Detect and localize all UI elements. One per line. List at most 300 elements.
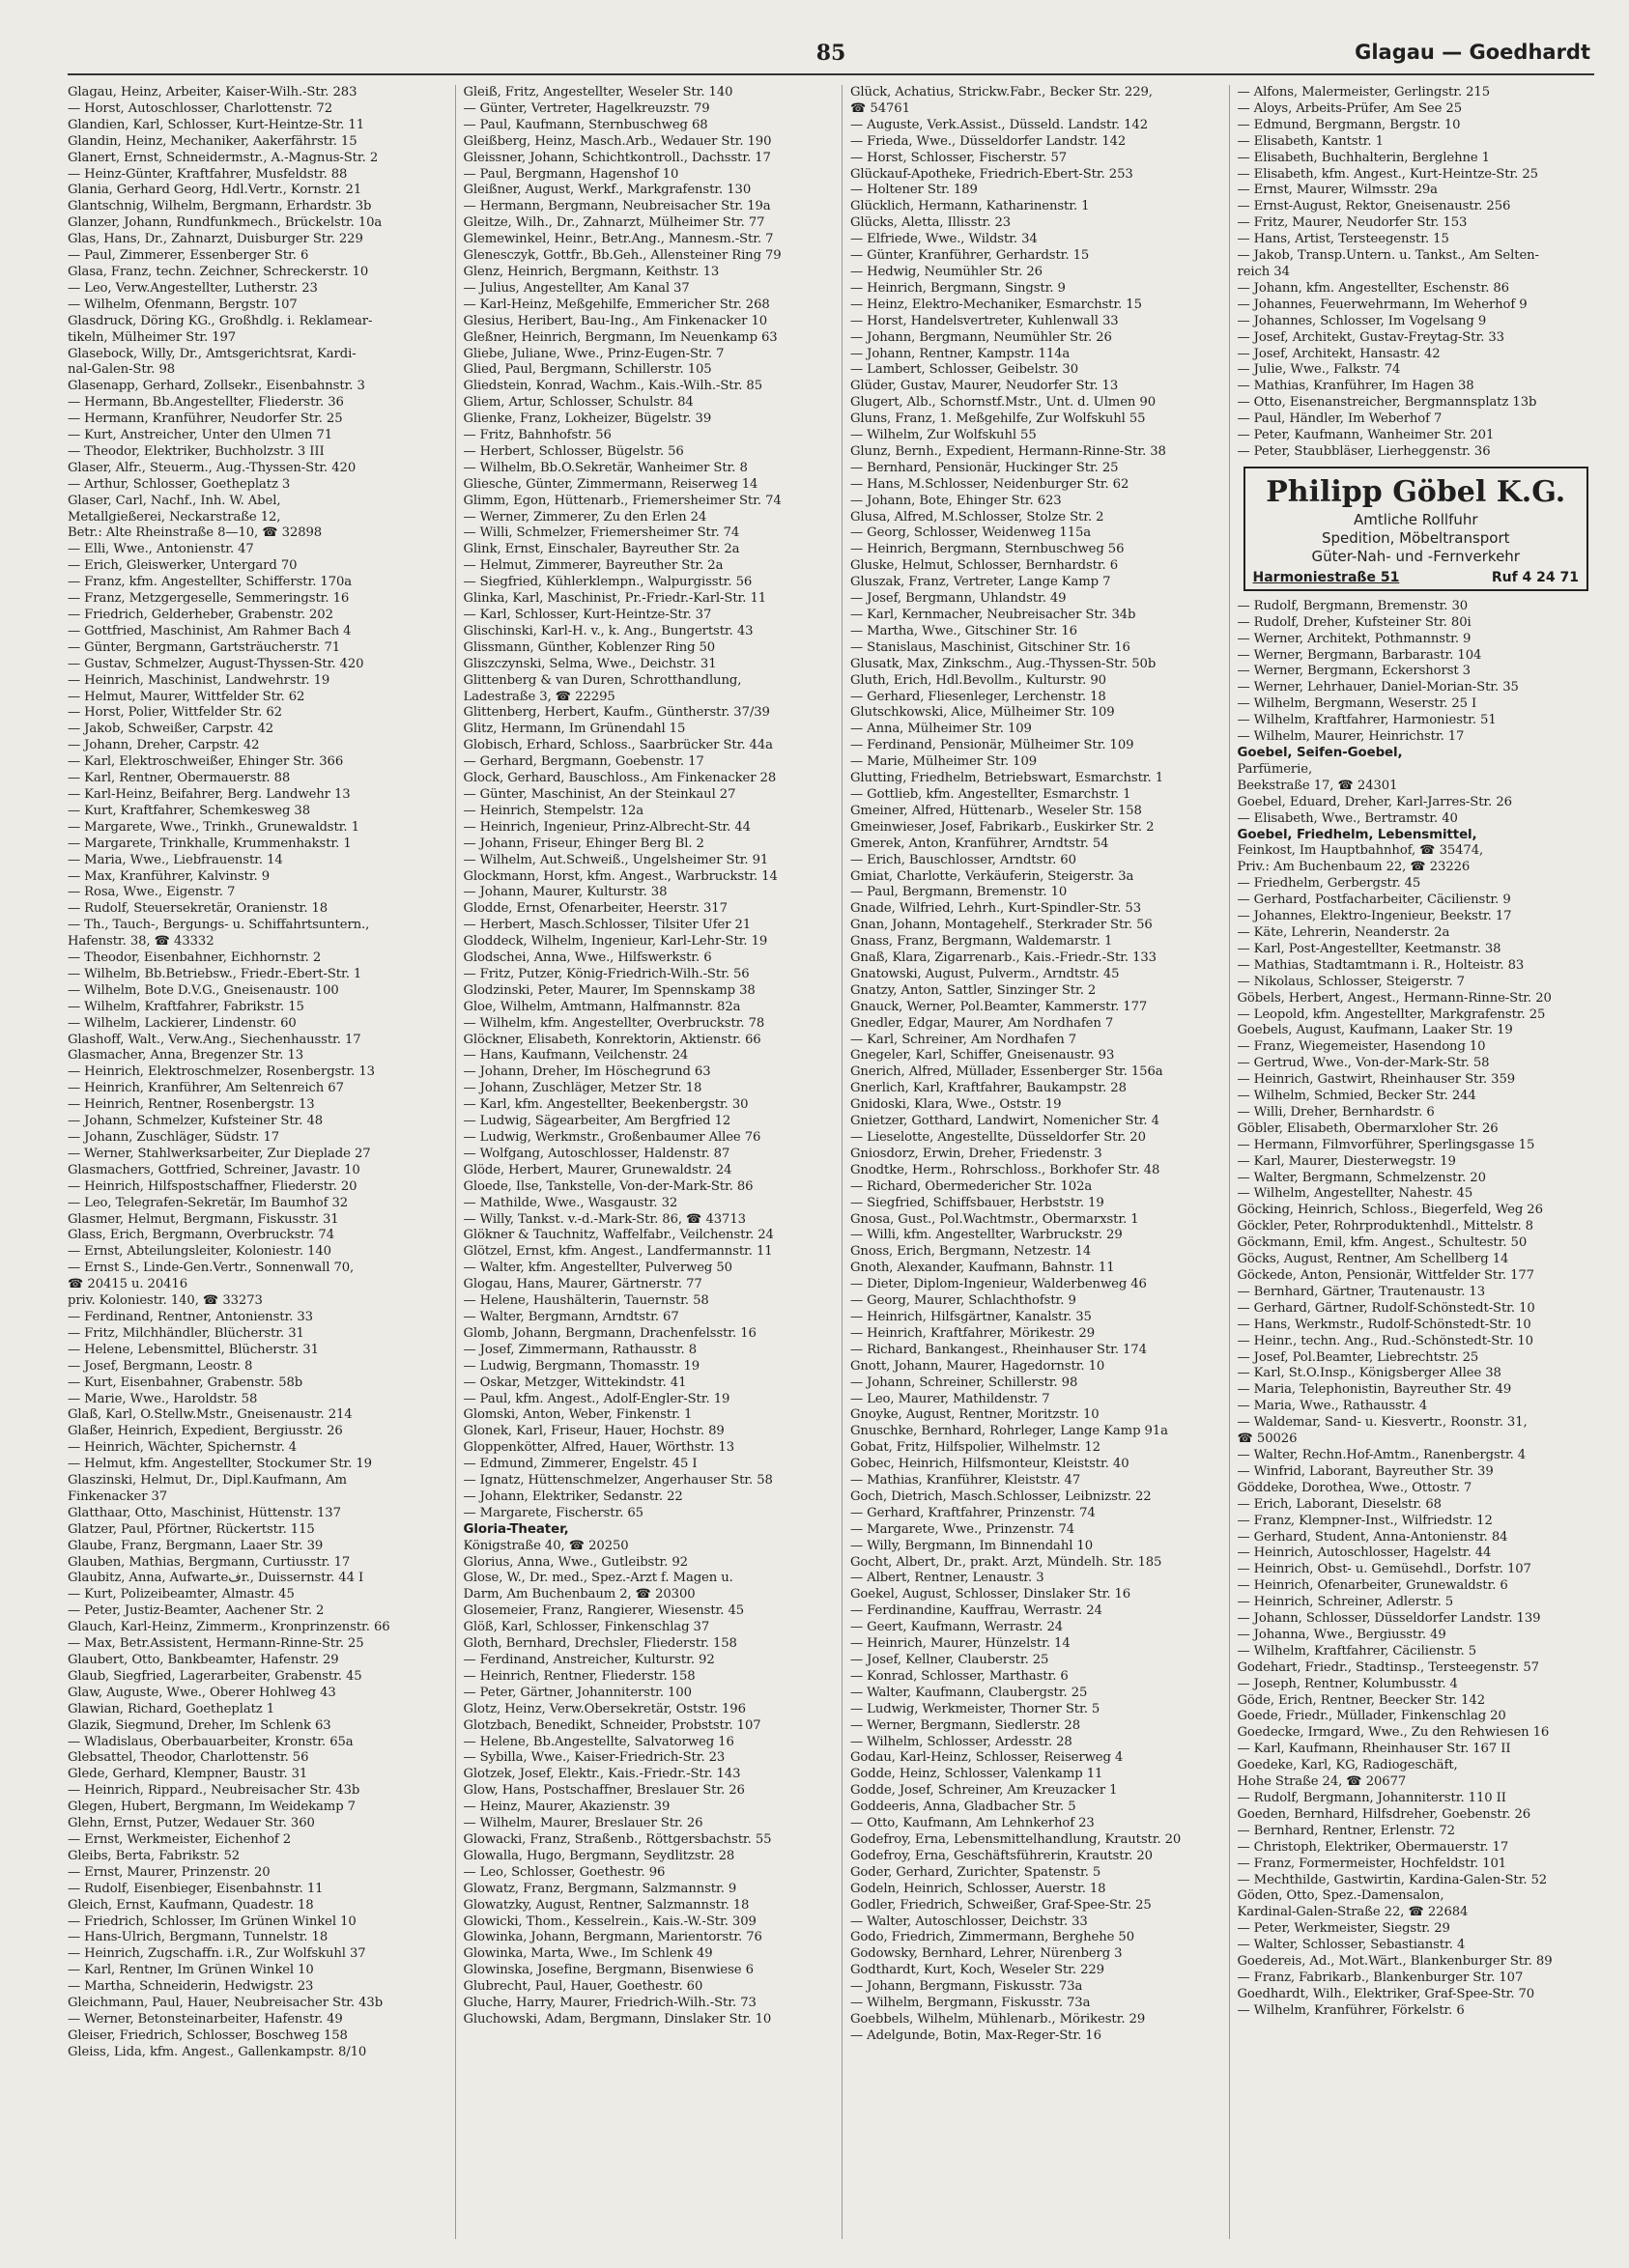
directory-entry: Gloddeck, Wilhelm, Ingenieur, Karl-Lehr-Str. 19: [463, 934, 768, 950]
directory-entry: — Ludwig, Werkmstr., Großenbaumer Allee 76: [463, 1130, 761, 1145]
directory-entry: — Johann, Rentner, Kampstr. 114a: [850, 346, 1071, 361]
directory-entry: — Herbert, Schlosser, Bügelstr. 56: [463, 443, 684, 459]
directory-entry: ☎ 50026: [1237, 1432, 1298, 1447]
directory-entry: Glaszinski, Helmut, Dr., Dipl.Kaufmann, Am: [68, 1473, 347, 1488]
directory-entry: Gmeiner, Alfred, Hüttenarb., Weseler Str. 158: [850, 803, 1142, 818]
directory-entry: — Josef, Pol.Beamter, Liebrechtstr. 25: [1237, 1349, 1479, 1365]
directory-entry: — Erich, Bauschlosser, Arndtstr. 60: [850, 852, 1076, 867]
directory-entry: — Karl-Heinz, Meßgehilfe, Emmericher Str. 268: [463, 297, 770, 312]
directory-entry: Gnegeler, Karl, Schiffer, Gneisenaustr. 93: [850, 1048, 1115, 1063]
directory-entry: — Gottfried, Maschinist, Am Rahmer Bach 4: [68, 623, 352, 638]
directory-entry: — Rudolf, Dreher, Kufsteiner Str. 80i: [1237, 614, 1472, 630]
directory-entry: — Karl, Schreiner, Am Nordhafen 7: [850, 1032, 1077, 1047]
directory-entry: — Walter, Bergmann, Arndtstr. 67: [463, 1309, 679, 1324]
directory-entry: — Fritz, Putzer, König-Friedrich-Wilh.-Str. 56: [463, 966, 750, 981]
directory-entry: — Ernst, Maurer, Prinzenstr. 20: [68, 1864, 271, 1880]
directory-entry: Goedereis, Ad., Mot.Wärt., Blankenburger Str. 89: [1237, 1954, 1553, 1970]
directory-entry: — Heinrich, Kraftfahrer, Mörikestr. 29: [850, 1325, 1096, 1341]
directory-entry: Goebel, Friedhelm, Lebensmittel,: [1237, 827, 1477, 842]
directory-entry: — Fritz, Maurer, Neudorfer Str. 153: [1237, 215, 1468, 231]
directory-entry: — Oskar, Metzger, Wittekindstr. 41: [463, 1375, 687, 1390]
directory-entry: — Paul, Bergmann, Bremenstr. 10: [850, 885, 1068, 900]
directory-entry: Gloede, Ilse, Tankstelle, Von-der-Mark-Str. 86: [463, 1178, 754, 1194]
directory-entry: — Heinrich, Kranführer, Am Seltenreich 67: [68, 1081, 344, 1096]
directory-entry: Glusa, Alfred, M.Schlosser, Stolze Str. 2: [850, 509, 1104, 524]
directory-entry: Glorius, Anna, Wwe., Gutleibstr. 92: [463, 1554, 688, 1570]
directory-entry: Gleiß, Fritz, Angestellter, Weseler Str. 140: [463, 85, 733, 99]
directory-entry: — Gerhard, Kraftfahrer, Prinzenstr. 74: [850, 1505, 1096, 1520]
directory-entry: Glotzbach, Benedikt, Schneider, Probststr. 107: [463, 1717, 761, 1733]
directory-entry: Glitz, Hermann, Im Grünendahl 15: [463, 722, 686, 737]
directory-entry: Ladestraße 3, ☎ 22295: [463, 689, 615, 704]
directory-entry: Glaw, Auguste, Wwe., Oberer Hohlweg 43: [68, 1685, 336, 1700]
directory-entry: Gliem, Artur, Schlosser, Schulstr. 84: [463, 395, 694, 411]
directory-entry: — Hans, Kaufmann, Veilchenstr. 24: [463, 1048, 689, 1063]
directory-entry: — Günter, Kranführer, Gerhardstr. 15: [850, 248, 1090, 264]
directory-entry: Glauben, Mathias, Bergmann, Curtiusstr. 17: [68, 1554, 351, 1570]
directory-entry: — Hedwig, Neumühler Str. 26: [850, 264, 1043, 279]
directory-entry: Gmeinwieser, Josef, Fabrikarb., Euskirker Str. 2: [850, 819, 1155, 835]
directory-entry: Gniosdorz, Erwin, Dreher, Friedenstr. 3: [850, 1146, 1102, 1161]
directory-entry: — Hans, Artist, Tersteegenstr. 15: [1237, 232, 1449, 247]
directory-entry: Goch, Dietrich, Masch.Schlosser, Leibnizstr. 22: [850, 1488, 1152, 1504]
directory-entry: — Franz, Klempner-Inst., Wilfriedstr. 12: [1237, 1513, 1493, 1528]
directory-entry: Gobat, Fritz, Hilfspolier, Wilhelmstr. 12: [850, 1440, 1100, 1456]
directory-entry: — Marie, Wwe., Haroldstr. 58: [68, 1391, 258, 1406]
directory-entry: — Margarete, Wwe., Prinzenstr. 74: [850, 1521, 1075, 1537]
directory-entry: Glaubert, Otto, Bankbeamter, Hafenstr. 29: [68, 1653, 339, 1667]
directory-entry: Glanert, Ernst, Schneidermstr., A.-Magnus-Str. 2: [68, 150, 379, 165]
directory-entry: — Heinr., techn. Ang., Rud.-Schönstedt-Str. 10: [1237, 1333, 1533, 1348]
directory-entry: — Helmut, kfm. Angestellter, Stockumer Str. 19: [68, 1457, 372, 1472]
directory-entry: — Franz, Wiegemeister, Hasendong 10: [1237, 1039, 1486, 1055]
directory-entry: — Walter, Bergmann, Schmelzenstr. 20: [1237, 1170, 1486, 1185]
directory-entry: Godler, Friedrich, Schweißer, Graf-Spee-Str. 25: [850, 1897, 1152, 1913]
directory-entry: — Helene, Bb.Angestellte, Salvatorweg 16: [463, 1734, 734, 1749]
directory-entry: Glomb, Johann, Bergmann, Drachenfelsstr. 16: [463, 1325, 757, 1341]
directory-entry: Glow, Hans, Postschaffner, Breslauer Str. 26: [463, 1783, 745, 1799]
directory-entry: — Werner, Stahlwerksarbeiter, Zur Dieplade 27: [68, 1146, 371, 1161]
directory-entry: — Karl, kfm. Angestellter, Beekenbergstr. 30: [463, 1097, 749, 1113]
directory-entry: Göckmann, Emil, kfm. Angest., Schultestr. 50: [1237, 1235, 1528, 1251]
directory-entry: Glatthaar, Otto, Maschinist, Hüttenstr. 137: [68, 1505, 341, 1520]
directory-entry: Glauch, Karl-Heinz, Zimmerm., Kronprinzenstr. 66: [68, 1620, 390, 1635]
directory-entry: — Stanislaus, Maschinist, Gitschiner Str. 16: [850, 639, 1130, 655]
directory-entry: Glazik, Siegmund, Dreher, Im Schlenk 63: [68, 1717, 331, 1733]
directory-entry: Glischinski, Karl-H. v., k. Ang., Bungertstr. 43: [463, 623, 754, 638]
directory-entry: — Walter, kfm. Angestellter, Pulverweg 50: [463, 1261, 732, 1276]
directory-entry: — Wilhelm, Aut.Schweiß., Ungelsheimer Str. 91: [463, 852, 769, 867]
directory-entry: Glowalla, Hugo, Bergmann, Seydlitzstr. 28: [463, 1848, 735, 1863]
directory-entry: Glanzer, Johann, Rundfunkmech., Brückelstr. 10a: [68, 215, 383, 231]
directory-entry: — Maria, Wwe., Liebfrauenstr. 14: [68, 852, 283, 867]
directory-entry: Gleissner, Johann, Schichtkontroll., Dachsstr. 17: [463, 150, 771, 165]
ad-line: Amtliche Rollfuhr: [1353, 510, 1478, 528]
directory-entry: — Kurt, Anstreicher, Unter den Ulmen 71: [68, 428, 333, 443]
directory-entry: — Heinrich, Hilfspostschaffner, Fliederstr. 20: [68, 1178, 357, 1194]
directory-entry: — Margarete, Wwe., Trinkh., Grunewaldstr. 1: [68, 819, 359, 835]
directory-entry: — Horst, Handelsvertreter, Kuhlenwall 33: [850, 313, 1119, 328]
directory-entry: Glasmachers, Gottfried, Schreiner, Javastr. 10: [68, 1162, 360, 1177]
directory-entry: — Alfons, Malermeister, Gerlingstr. 215: [1237, 85, 1491, 99]
directory-entry: — Ludwig, Bergmann, Thomasstr. 19: [463, 1358, 700, 1374]
directory-entry: Glehn, Ernst, Putzer, Wedauer Str. 360: [68, 1816, 315, 1831]
directory-entry: — Willi, Dreher, Bernhardstr. 6: [1237, 1104, 1435, 1120]
directory-entry: — Edmund, Bergmann, Bergstr. 10: [1237, 117, 1461, 132]
directory-entry: — Günter, Vertreter, Hagelkreuzstr. 79: [463, 100, 710, 116]
directory-entry: — Walter, Kaufmann, Claubergstr. 25: [850, 1685, 1088, 1700]
directory-entry: Gliesche, Günter, Zimmermann, Reiserweg 14: [463, 476, 758, 492]
directory-entry: Goede, Friedr., Müllader, Finkenschlag 20: [1237, 1709, 1506, 1724]
directory-entry: Parfümerie,: [1237, 761, 1313, 777]
directory-entry: Glinka, Karl, Maschinist, Pr.-Friedr.-Karl-Str. 11: [463, 591, 767, 607]
directory-entry: — Karl, Maurer, Diesterwegstr. 19: [1237, 1153, 1456, 1169]
directory-entry: Glaube, Franz, Bergmann, Laaer Str. 39: [68, 1538, 324, 1553]
directory-entry: — Karl, Post-Angestellter, Keetmanstr. 38: [1237, 941, 1501, 956]
directory-entry: — Gottlieb, kfm. Angestellter, Esmarchstr. 1: [850, 786, 1131, 802]
directory-entry: Glodschei, Anna, Wwe., Hilfswerkstr. 6: [463, 950, 712, 966]
directory-entry: — Ernst, Abteilungsleiter, Koloniestr. 140: [68, 1244, 331, 1260]
directory-entry: Glückauf-Apotheke, Friedrich-Ebert-Str. 253: [850, 166, 1133, 182]
directory-entry: — Paul, Händler, Im Weberhof 7: [1237, 411, 1443, 427]
directory-entry: Glonek, Karl, Friseur, Hauer, Hochstr. 89: [463, 1424, 725, 1439]
directory-entry: Gleichmann, Paul, Hauer, Neubreisacher Str. 43b: [68, 1996, 384, 2011]
directory-entry: Glemewinkel, Heinr., Betr.Ang., Mannesm.-Str. 7: [463, 232, 774, 247]
directory-entry: ☎ 54761: [850, 100, 910, 116]
directory-entry: Goekel, August, Schlosser, Dinslaker Str. 16: [850, 1587, 1131, 1602]
running-head: Glagau — Goedhardt: [1355, 41, 1590, 64]
directory-entry: — Wladislaus, Oberbauarbeiter, Kronstr. 65a: [68, 1734, 354, 1749]
directory-entry: Gluns, Franz, 1. Meßgehilfe, Zur Wolfskuhl 55: [850, 411, 1146, 427]
directory-entry: — Wilhelm, Bote D.V.G., Gneisenaustr. 100: [68, 982, 339, 998]
directory-entry: — Hermann, Kranführer, Neudorfer Str. 25: [68, 411, 343, 427]
directory-entry: — Leo, Maurer, Mathildenstr. 7: [850, 1391, 1050, 1406]
directory-entry: Gnoyke, August, Rentner, Moritzstr. 10: [850, 1407, 1100, 1423]
directory-entry: — Lieselotte, Angestellte, Düsseldorfer Str. 20: [850, 1130, 1146, 1145]
ad-line: Spedition, Möbeltransport: [1321, 528, 1510, 547]
directory-entry: Glied, Paul, Bergmann, Schillerstr. 105: [463, 362, 712, 378]
directory-entry: — Elli, Wwe., Antonienstr. 47: [68, 542, 254, 557]
directory-entry: — Elfriede, Wwe., Wildstr. 34: [850, 232, 1038, 247]
directory-entry: — Albert, Rentner, Lenaustr. 3: [850, 1571, 1044, 1586]
directory-entry: — Wilhelm, Maurer, Breslauer Str. 26: [463, 1816, 703, 1831]
directory-entry: — Margarete, Trinkhalle, Krummenhakstr. 1: [68, 836, 352, 851]
directory-entry: — Paul, kfm. Angest., Adolf-Engler-Str. 19: [463, 1391, 730, 1406]
directory-entry: — Martha, Wwe., Gitschiner Str. 16: [850, 623, 1077, 638]
directory-entry: — Johann, Bergmann, Neumühler Str. 26: [850, 329, 1112, 345]
directory-entry: — Julius, Angestellter, Am Kanal 37: [463, 280, 690, 296]
directory-entry: — Johann, Dreher, Carpstr. 42: [68, 738, 260, 753]
directory-entry: — Arthur, Schlosser, Goetheplatz 3: [68, 476, 291, 492]
directory-entry: — Wilhelm, kfm. Angestellter, Overbruckstr. 78: [463, 1015, 765, 1031]
directory-entry: — Siegfried, Kühlerklempn., Walpurgisstr. 56: [463, 575, 753, 590]
directory-entry: Glaubitz, Anna, Aufwarteفr., Duissernstr. 44 I: [68, 1571, 364, 1586]
directory-entry: Gnerlich, Karl, Kraftfahrer, Baukampstr. 28: [850, 1081, 1127, 1096]
directory-entry: Göbels, Herbert, Angest., Hermann-Rinne-Str. 20: [1237, 990, 1552, 1006]
directory-entry: — Werner, Lehrhauer, Daniel-Morian-Str. 35: [1237, 680, 1519, 695]
directory-entry: Gnoth, Alexander, Kaufmann, Bahnstr. 11: [850, 1261, 1115, 1276]
directory-entry: Glubrecht, Paul, Hauer, Goethestr. 60: [463, 1979, 703, 1995]
directory-entry: Gleiss, Lida, kfm. Angest., Gallenkampstr. 8/10: [68, 2044, 367, 2059]
directory-entry: — Franz, Metzgergeselle, Semmeringstr. 16: [68, 591, 350, 607]
directory-entry: Glienke, Franz, Lokheizer, Bügelstr. 39: [463, 411, 712, 427]
directory-entry: Priv.: Am Buchenbaum 22, ☎ 23226: [1237, 860, 1471, 875]
directory-entry: — Wilhelm, Schlosser, Ardesstr. 28: [850, 1734, 1072, 1749]
directory-entry: — Gerhard, Bergmann, Goebenstr. 17: [463, 754, 704, 770]
directory-entry: Godeln, Heinrich, Schlosser, Auerstr. 18: [850, 1881, 1106, 1896]
directory-entry: — Johanna, Wwe., Bergiusstr. 49: [1237, 1627, 1446, 1642]
directory-entry: Glose, W., Dr. med., Spez.-Arzt f. Magen u.: [463, 1571, 733, 1586]
directory-entry: — Anna, Mülheimer Str. 109: [850, 722, 1032, 737]
directory-entry: Goedeke, Karl, KG, Radiogeschäft,: [1237, 1758, 1458, 1773]
directory-entry: Gnodtke, Herm., Rohrschloss., Borkhofer Str. 48: [850, 1162, 1160, 1177]
directory-entry: Glutschkowski, Alice, Mülheimer Str. 109: [850, 705, 1115, 721]
directory-entry: Gliebe, Juliane, Wwe., Prinz-Eugen-Str. 7: [463, 346, 725, 361]
directory-entry: — Peter, Werkmeister, Siegstr. 29: [1237, 1921, 1450, 1937]
directory-entry: — Joseph, Rentner, Kolumbusstr. 4: [1237, 1676, 1458, 1691]
directory-entry: — Heinrich, Maschinist, Landwehrstr. 19: [68, 672, 330, 688]
directory-entry: — Elisabeth, Kantstr. 1: [1237, 133, 1384, 149]
directory-entry: Goddeeris, Anna, Gladbacher Str. 5: [850, 1800, 1076, 1815]
ad-phone: Ruf 4 24 71: [1491, 569, 1579, 585]
directory-entry: — Paul, Bergmann, Hagenshof 10: [463, 166, 679, 182]
directory-entry: Glasmer, Helmut, Bergmann, Fiskusstr. 31: [68, 1211, 339, 1227]
directory-entry: Glücks, Aletta, Illisstr. 23: [850, 215, 1012, 231]
directory-entry: — Heinrich, Schreiner, Adlerstr. 5: [1237, 1595, 1454, 1610]
directory-entry: Glaub, Siegfried, Lagerarbeiter, Grabenstr. 45: [68, 1668, 362, 1684]
directory-entry: Glaßer, Heinrich, Expedient, Bergiusstr. 26: [68, 1424, 343, 1439]
directory-entry: — Herbert, Masch.Schlosser, Tilsiter Ufer 21: [463, 918, 752, 933]
directory-entry: Glenesczyk, Gottfr., Bb.Geh., Allensteiner Ring 79: [463, 248, 782, 264]
directory-entry: Goder, Gerhard, Zurichter, Spatenstr. 5: [850, 1864, 1101, 1880]
directory-entry: — Josef, Bergmann, Leostr. 8: [68, 1358, 253, 1374]
directory-entry: Gmiat, Charlotte, Verkäuferin, Steigerstr. 3a: [850, 868, 1134, 884]
directory-entry: Goebels, August, Kaufmann, Laaker Str. 19: [1237, 1023, 1513, 1038]
directory-entry: Göckede, Anton, Pensionär, Wittfelder Str. 177: [1237, 1268, 1534, 1283]
directory-entry: Gnan, Johann, Montagehelf., Sterkrader Str. 56: [850, 918, 1153, 933]
directory-entry: — Johann, Schmelzer, Kufsteiner Str. 48: [68, 1114, 324, 1129]
directory-entry: Glania, Gerhard Georg, Hdl.Vertr., Kornstr. 21: [68, 183, 362, 198]
directory-entry: — Wilhelm, Ofenmann, Bergstr. 107: [68, 297, 298, 312]
directory-entry: Glugert, Alb., Schornstf.Mstr., Unt. d. Ulmen 90: [850, 395, 1156, 411]
directory-entry: Göden, Otto, Spez.-Damensalon,: [1237, 1888, 1444, 1904]
directory-entry: Glomski, Anton, Weber, Finkenstr. 1: [463, 1407, 693, 1423]
directory-entry: Glissmann, Günther, Koblenzer Ring 50: [463, 639, 716, 655]
directory-entry: Gobec, Heinrich, Hilfsmonteur, Kleiststr. 40: [850, 1457, 1129, 1472]
directory-entry: — Werner, Zimmerer, Zu den Erlen 24: [463, 509, 707, 524]
directory-entry: — Johann, Dreher, Im Höschegrund 63: [463, 1064, 711, 1080]
directory-entry: Gluszak, Franz, Vertreter, Lange Kamp 7: [850, 575, 1111, 590]
directory-entry: — Peter, Justiz-Beamter, Aachener Str. 2: [68, 1603, 325, 1619]
directory-entry: — Karl, St.O.Insp., Königsberger Allee 38: [1237, 1366, 1501, 1381]
directory-entry: — Johann, Friseur, Ehinger Berg Bl. 2: [463, 836, 704, 851]
directory-entry: Glowacki, Franz, Straßenb., Röttgersbachstr. 55: [463, 1831, 772, 1847]
directory-entry: — Rudolf, Bergmann, Johanniterstr. 110 II: [1237, 1791, 1506, 1805]
directory-entry: Glöckner, Elisabeth, Konrektorin, Aktienstr. 66: [463, 1032, 761, 1047]
directory-entry: — Holtener Str. 189: [850, 183, 978, 198]
directory-entry: — Auguste, Verk.Assist., Düsseld. Landstr. 142: [850, 117, 1148, 132]
directory-entry: Glimm, Egon, Hüttenarb., Friemersheimer Str. 74: [463, 493, 782, 508]
directory-entry: Goebbels, Wilhelm, Mühlenarb., Mörikestr. 29: [850, 2011, 1146, 2027]
directory-entry: Gnerich, Alfred, Müllader, Essenberger Str. 156a: [850, 1064, 1163, 1080]
directory-entry: — Edmund, Zimmerer, Engelstr. 45 I: [463, 1457, 698, 1472]
directory-entry: Glosemeier, Franz, Rangierer, Wiesenstr. 45: [463, 1603, 745, 1619]
directory-entry: — Kurt, Eisenbahner, Grabenstr. 58b: [68, 1375, 303, 1390]
directory-entry: Godowsky, Bernhard, Lehrer, Nürenberg 3: [850, 1946, 1123, 1962]
directory-entry: — Max, Kranführer, Kalvinstr. 9: [68, 868, 270, 884]
directory-entry: Gluske, Helmut, Schlosser, Bernhardstr. 6: [850, 558, 1119, 574]
directory-entry: Gnosa, Gust., Pol.Wachtmstr., Obermarxstr. 1: [850, 1211, 1139, 1227]
directory-entry: — Max, Betr.Assistent, Hermann-Rinne-Str. 25: [68, 1636, 364, 1652]
directory-entry: — Heinrich, Elektroschmelzer, Rosenbergstr. 13: [68, 1064, 375, 1080]
directory-entry: Gloth, Bernhard, Drechsler, Fliederstr. 158: [463, 1636, 737, 1652]
directory-entry: Glede, Gerhard, Klempner, Baustr. 31: [68, 1767, 308, 1782]
directory-entry: — Werner, Bergmann, Eckershorst 3: [1237, 664, 1471, 679]
directory-entry: Gleitze, Wilh., Dr., Zahnarzt, Mülheimer Str. 77: [463, 215, 765, 231]
directory-entry: Glodzinski, Peter, Maurer, Im Spennskamp 38: [463, 982, 756, 998]
directory-entry: — Erich, Laborant, Dieselstr. 68: [1237, 1496, 1442, 1512]
directory-entry: Gluche, Harry, Maurer, Friedrich-Wilh.-Str. 73: [463, 1996, 757, 2011]
directory-entry: — Kurt, Polizeibeamter, Almastr. 45: [68, 1587, 295, 1602]
directory-entry: — Frieda, Wwe., Düsseldorfer Landstr. 142: [850, 133, 1127, 149]
directory-entry: — Heinrich, Maurer, Hünzelstr. 14: [850, 1636, 1071, 1652]
directory-entry: — Heinz, Maurer, Akazienstr. 39: [463, 1800, 671, 1815]
directory-entry: — Johannes, Feuerwehrmann, Im Weherhof 9: [1237, 297, 1528, 312]
directory-entry: — Otto, Kaufmann, Am Lehnkerhof 23: [850, 1816, 1095, 1831]
directory-entry: — Aloys, Arbeits-Prüfer, Am See 25: [1237, 100, 1463, 116]
directory-entry: Goeden, Bernhard, Hilfsdreher, Goebenstr. 26: [1237, 1806, 1531, 1822]
directory-entry: Gloria-Theater,: [463, 1521, 569, 1537]
directory-entry: — Werner, Betonsteinarbeiter, Hafenstr. 49: [68, 2011, 343, 2027]
directory-entry: — Siegfried, Schiffsbauer, Herbststr. 19: [850, 1195, 1104, 1210]
directory-entry: Gnedler, Edgar, Maurer, Am Nordhafen 7: [850, 1015, 1114, 1031]
directory-entry: Feinkost, Im Hauptbahnhof, ☎ 35474,: [1237, 843, 1484, 859]
directory-entry: Glockmann, Horst, kfm. Angest., Warbruckstr. 14: [463, 868, 778, 884]
directory-entry: — Peter, Gärtner, Johanniterstr. 100: [463, 1685, 692, 1700]
directory-entry: — Werner, Bergmann, Siedlerstr. 28: [850, 1717, 1080, 1733]
directory-entry: — Kurt, Kraftfahrer, Schemkesweg 38: [68, 803, 310, 818]
directory-entry: — Wilhelm, Schmied, Becker Str. 244: [1237, 1089, 1476, 1104]
directory-entry: — Wolfgang, Autoschlosser, Haldenstr. 87: [463, 1146, 730, 1161]
directory-entry: — Heinrich, Stempelstr. 12a: [463, 803, 644, 818]
directory-entry: — Walter, Schlosser, Sebastianstr. 4: [1237, 1938, 1466, 1953]
directory-entry: — Mathias, Kranführer, Im Hagen 38: [1237, 379, 1474, 394]
directory-entry: — Geert, Kaufmann, Werrastr. 24: [850, 1620, 1064, 1635]
directory-entry: Betr.: Alte Rheinstraße 8—10, ☎ 32898: [68, 525, 323, 541]
directory-entry: — Gerhard, Gärtner, Rudolf-Schönstedt-Str. 10: [1237, 1300, 1535, 1316]
directory-entry: Glowinska, Josefine, Bergmann, Bisenwiese 6: [463, 1963, 754, 1978]
directory-entry: — Johannes, Schlosser, Im Vogelsang 9: [1237, 313, 1487, 328]
directory-entry: Gleißberg, Heinz, Masch.Arb., Wedauer Str. 190: [463, 133, 772, 149]
directory-entry: Gnaß, Klara, Zigarrenarb., Kais.-Friedr.-Str. 133: [850, 950, 1157, 966]
directory-entry: Glowinka, Marta, Wwe., Im Schlenk 49: [463, 1946, 713, 1962]
directory-entry: Glaser, Alfr., Steuerm., Aug.-Thyssen-Str. 420: [68, 460, 357, 475]
directory-entry: — Jakob, Transp.Untern. u. Tankst., Am Selten-: [1237, 248, 1539, 264]
column-2: [455, 85, 829, 2239]
directory-entry: — Hermann, Filmvorführer, Sperlingsgasse 15: [1237, 1137, 1535, 1152]
directory-entry: — Helmut, Maurer, Wittfelder Str. 62: [68, 689, 305, 704]
directory-entry: Goedhardt, Wilh., Elektriker, Graf-Spee-Str. 70: [1237, 1986, 1535, 2001]
directory-entry: — Wilhelm, Bb.O.Sekretär, Wanheimer Str. 8: [463, 460, 748, 475]
advertisement-box: [1243, 467, 1589, 591]
directory-entry: Gnott, Johann, Maurer, Hagedornstr. 10: [850, 1358, 1105, 1374]
directory-entry: — Friedrich, Schlosser, Im Grünen Winkel 10: [68, 1914, 357, 1929]
directory-entry: Glasebock, Willy, Dr., Amtsgerichtsrat, Kardi-: [68, 346, 357, 361]
directory-entry: — Gerhard, Fliesenleger, Lerchenstr. 18: [850, 689, 1106, 704]
directory-entry: — Helene, Lebensmittel, Blücherstr. 31: [68, 1342, 319, 1357]
column-1: [68, 85, 442, 2239]
directory-entry: — Johann, Bergmann, Fiskusstr. 73a: [850, 1979, 1083, 1995]
directory-entry: — Lambert, Schlosser, Geibelstr. 30: [850, 362, 1078, 378]
directory-entry: — Friedhelm, Gerbergstr. 45: [1237, 876, 1421, 892]
directory-entry: Glock, Gerhard, Bauschloss., Am Finkenacker 28: [463, 771, 777, 786]
directory-entry: — Gerhard, Student, Anna-Antonienstr. 84: [1237, 1529, 1508, 1545]
directory-entry: — Johann, Schreiner, Schillerstr. 98: [850, 1375, 1078, 1390]
directory-entry: Godau, Karl-Heinz, Schlosser, Reiserweg 4: [850, 1750, 1124, 1766]
ad-contact: [1253, 570, 1580, 585]
page-number: 85: [815, 41, 846, 66]
directory-entry: — Heinrich, Rippard., Neubreisacher Str. 43b: [68, 1783, 360, 1799]
directory-entry: — Karl, Schlosser, Kurt-Heintze-Str. 37: [463, 608, 712, 622]
directory-entry: — Wilhelm, Kranführer, Förkelstr. 6: [1237, 2002, 1465, 2018]
directory-entry: Glotz, Heinz, Verw.Obersekretär, Oststr. 196: [463, 1701, 746, 1716]
directory-entry: Finkenacker 37: [68, 1488, 168, 1504]
directory-entry: Glaß, Karl, O.Stellw.Mstr., Gneisenaustr. 214: [68, 1407, 353, 1423]
directory-entry: Glebsattel, Theodor, Charlottenstr. 56: [68, 1750, 309, 1766]
directory-entry: — Hermann, Bb.Angestellter, Fliederstr. 36: [68, 395, 344, 411]
directory-entry: — Heinrich, Hilfsgärtner, Kanalstr. 35: [850, 1309, 1092, 1324]
ad-street: Harmoniestraße 51: [1252, 569, 1400, 585]
directory-entry: — Horst, Polier, Wittfelder Str. 62: [68, 705, 282, 721]
directory-entry: Glas, Hans, Dr., Zahnarzt, Duisburger Str. 229: [68, 232, 363, 247]
directory-entry: — Leo, Telegrafen-Sekretär, Im Baumhof 32: [68, 1195, 349, 1210]
directory-entry: — Wilhelm, Kraftfahrer, Fabrikstr. 15: [68, 999, 304, 1014]
directory-entry: — Fritz, Milchhändler, Blücherstr. 31: [68, 1325, 304, 1341]
directory-entry: tikeln, Mülheimer Str. 197: [68, 329, 237, 345]
directory-entry: Hafenstr. 38, ☎ 43332: [68, 934, 214, 950]
directory-entry: Glasa, Franz, techn. Zeichner, Schreckerstr. 10: [68, 264, 369, 279]
directory-entry: Globisch, Erhard, Schloss., Saarbrücker Str. 44a: [463, 738, 773, 753]
directory-entry: — Mathias, Stadtamtmann i. R., Holteistr. 83: [1237, 957, 1525, 973]
directory-entry: Königstraße 40, ☎ 20250: [463, 1538, 629, 1553]
directory-entry: — Ernst-August, Rektor, Gneisenaustr. 256: [1237, 199, 1511, 214]
directory-entry: — Heinrich, Obst- u. Gemüsehdl., Dorfstr. 107: [1237, 1562, 1531, 1577]
directory-entry: — Leopold, kfm. Angestellter, Markgrafenstr. 25: [1237, 1006, 1546, 1022]
directory-entry: — Johann, kfm. Angestellter, Eschenstr. 86: [1237, 280, 1509, 296]
directory-entry: — Ludwig, Werkmeister, Thorner Str. 5: [850, 1701, 1100, 1716]
directory-entry: Glogau, Hans, Maurer, Gärtnerstr. 77: [463, 1277, 702, 1292]
directory-entry: — Bernhard, Rentner, Erlenstr. 72: [1237, 1823, 1455, 1838]
header-rule: [68, 73, 1594, 75]
directory-entry: Göde, Erich, Rentner, Beecker Str. 142: [1237, 1692, 1485, 1708]
directory-entry: Godde, Josef, Schreiner, Am Kreuzacker 1: [850, 1783, 1118, 1799]
directory-entry: — Rudolf, Bergmann, Bremenstr. 30: [1237, 598, 1469, 613]
directory-entry: — Karl, Rentner, Obermauerstr. 88: [68, 771, 291, 786]
directory-entry: — Heinrich, Rentner, Fliederstr. 158: [463, 1668, 696, 1684]
directory-entry: — Karl, Rentner, Im Grünen Winkel 10: [68, 1963, 314, 1978]
directory-entry: Glasmacher, Anna, Bregenzer Str. 13: [68, 1048, 304, 1063]
directory-entry: — Elisabeth, kfm. Angest., Kurt-Heintze-Str. 25: [1237, 166, 1538, 182]
directory-entry: — Wilhelm, Bergmann, Weserstr. 25 I: [1237, 696, 1477, 712]
directory-entry: Gocht, Albert, Dr., prakt. Arzt, Mündelh. Str. 185: [850, 1554, 1162, 1570]
column-4-bottom: [1238, 599, 1603, 2020]
directory-entry: — Hans, Werkmstr., Rudolf-Schönstedt-Str. 10: [1237, 1317, 1531, 1332]
directory-entry: Gnietzer, Gotthard, Landwirt, Nomenicher Str. 4: [850, 1114, 1159, 1129]
directory-entry: — Georg, Schlosser, Weidenweg 115a: [850, 525, 1092, 541]
directory-entry: — Mechthilde, Gastwirtin, Kardina-Galen-Str. 52: [1237, 1872, 1548, 1887]
directory-entry: — Heinrich, Rentner, Rosenbergstr. 13: [68, 1097, 315, 1113]
directory-entry: Glücklich, Hermann, Katharinenstr. 1: [850, 199, 1090, 214]
